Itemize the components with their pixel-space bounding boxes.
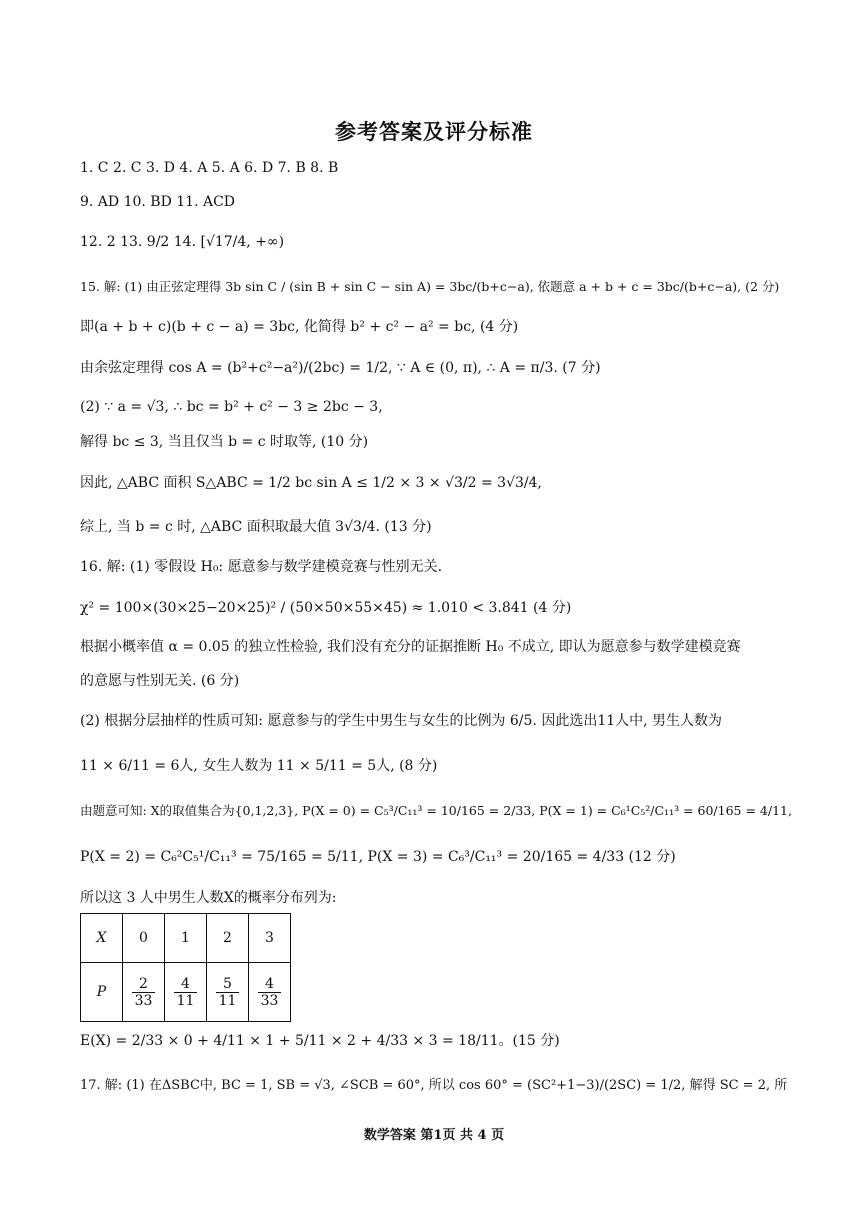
q15-line-3: 由余弦定理得 cos A = (b²+c²−a²)/(2bc) = 1/2, ∵ A ∈ (0, π), ∴ A = π/3. (7 分)	[80, 360, 601, 376]
denominator: 33	[260, 992, 279, 1009]
q16-line-3: 根据小概率值 α = 0.05 的独立性检验, 我们没有充分的证据推断 H₀ 不成立, 即认为愿意参与数学建模竞赛	[80, 639, 741, 655]
table-cell: X	[81, 914, 123, 963]
multi-answers: 9. AD 10. BD 11. ACD	[80, 194, 236, 210]
q15-line-5: 解得 bc ≤ 3, 当且仅当 b = c 时取等, (10 分)	[80, 434, 369, 450]
q16-line-1: 16. 解: (1) 零假设 H₀: 愿意参与数学建模竞赛与性别无关.	[80, 559, 443, 575]
table-row	[81, 963, 291, 1022]
page-footer: 数学答案 第1页 共 4 页	[363, 1128, 505, 1143]
table-cell: 3	[249, 914, 291, 963]
q15-line-4: (2) ∵ a = √3, ∴ bc = b² + c² − 3 ≥ 2bc − 3,	[80, 399, 383, 415]
fraction	[132, 976, 156, 1009]
table-cell	[165, 963, 207, 1022]
table-header-row	[81, 914, 291, 963]
q15-line-7: 综上, 当 b = c 时, △ABC 面积取最大值 3√3/4. (13 分)	[80, 519, 432, 535]
numerator: 4	[258, 976, 282, 993]
numerator: 5	[216, 976, 240, 993]
fraction	[216, 976, 240, 1009]
table-cell: P	[81, 963, 123, 1022]
denominator: 11	[218, 992, 237, 1009]
denominator: 33	[134, 992, 153, 1009]
distribution-table	[80, 913, 291, 1022]
mc-answers: 1. C 2. C 3. D 4. A 5. A 6. D 7. B 8. B	[80, 160, 339, 176]
q15-line-2: 即(a + b + c)(b + c − a) = 3bc, 化简得 b² + c² − a² = bc, (4 分)	[80, 319, 519, 335]
q16-line-4: 的意愿与性别无关. (6 分)	[80, 673, 240, 689]
q16-line-8: P(X = 2) = C₆²C₅¹/C₁₁³ = 75/165 = 5/11, P(X = 3) = C₆³/C₁₁³ = 20/165 = 4/33 (12 分)	[80, 849, 676, 865]
fraction	[258, 976, 282, 1009]
table-cell	[123, 963, 165, 1022]
q16-line-2: χ² = 100×(30×25−20×25)² / (50×50×55×45) ≈ 1.010 < 3.841 (4 分)	[80, 600, 572, 616]
q17-line-1: 17. 解: (1) 在ΔSBC中, BC = 1, SB = √3, ∠SCB = 60°, 所以 cos 60° = (SC²+1−3)/(2SC) = 1/2, 解得 SC = 2, 所	[80, 1078, 788, 1093]
denominator: 11	[176, 992, 195, 1009]
q16-line-10: E(X) = 2/33 × 0 + 4/11 × 1 + 5/11 × 2 + 4/33 × 3 = 18/11。(15 分)	[80, 1033, 560, 1049]
table-cell: 2	[207, 914, 249, 963]
table-cell: 1	[165, 914, 207, 963]
q16-line-6: 11 × 6/11 = 6人, 女生人数为 11 × 5/11 = 5人, (8 分)	[80, 758, 438, 774]
q16-line-7: 由题意可知: X的取值集合为{0,1,2,3}, P(X = 0) = C₅³/C₁₁³ = 10/165 = 2/33, P(X = 1) = C₆¹C₅²/C₁₁³ = 60/165 = 4/11,	[80, 803, 792, 818]
page-title: 参考答案及评分标准	[335, 119, 533, 144]
fill-answers: 12. 2 13. 9/2 14. [√17/4, +∞)	[80, 234, 285, 250]
q15-line-1: 15. 解: (1) 由正弦定理得 3b sin C / (sin B + sin C − sin A) = 3bc/(b+c−a), 依题意 a + b + c = 3bc/(b+c−a), (2 分)	[80, 279, 780, 294]
numerator: 4	[174, 976, 198, 993]
q16-line-5: (2) 根据分层抽样的性质可知: 愿意参与的学生中男生与女生的比例为 6/5. 因此选出11人中, 男生人数为	[80, 713, 723, 729]
table-cell: 0	[123, 914, 165, 963]
fraction	[174, 976, 198, 1009]
table-cell	[207, 963, 249, 1022]
q15-line-6: 因此, △ABC 面积 S△ABC = 1/2 bc sin A ≤ 1/2 × 3 × √3/2 = 3√3/4,	[80, 475, 542, 491]
q16-line-9: 所以这 3 人中男生人数X的概率分布列为:	[80, 890, 337, 906]
numerator: 2	[132, 976, 156, 993]
table-cell	[249, 963, 291, 1022]
